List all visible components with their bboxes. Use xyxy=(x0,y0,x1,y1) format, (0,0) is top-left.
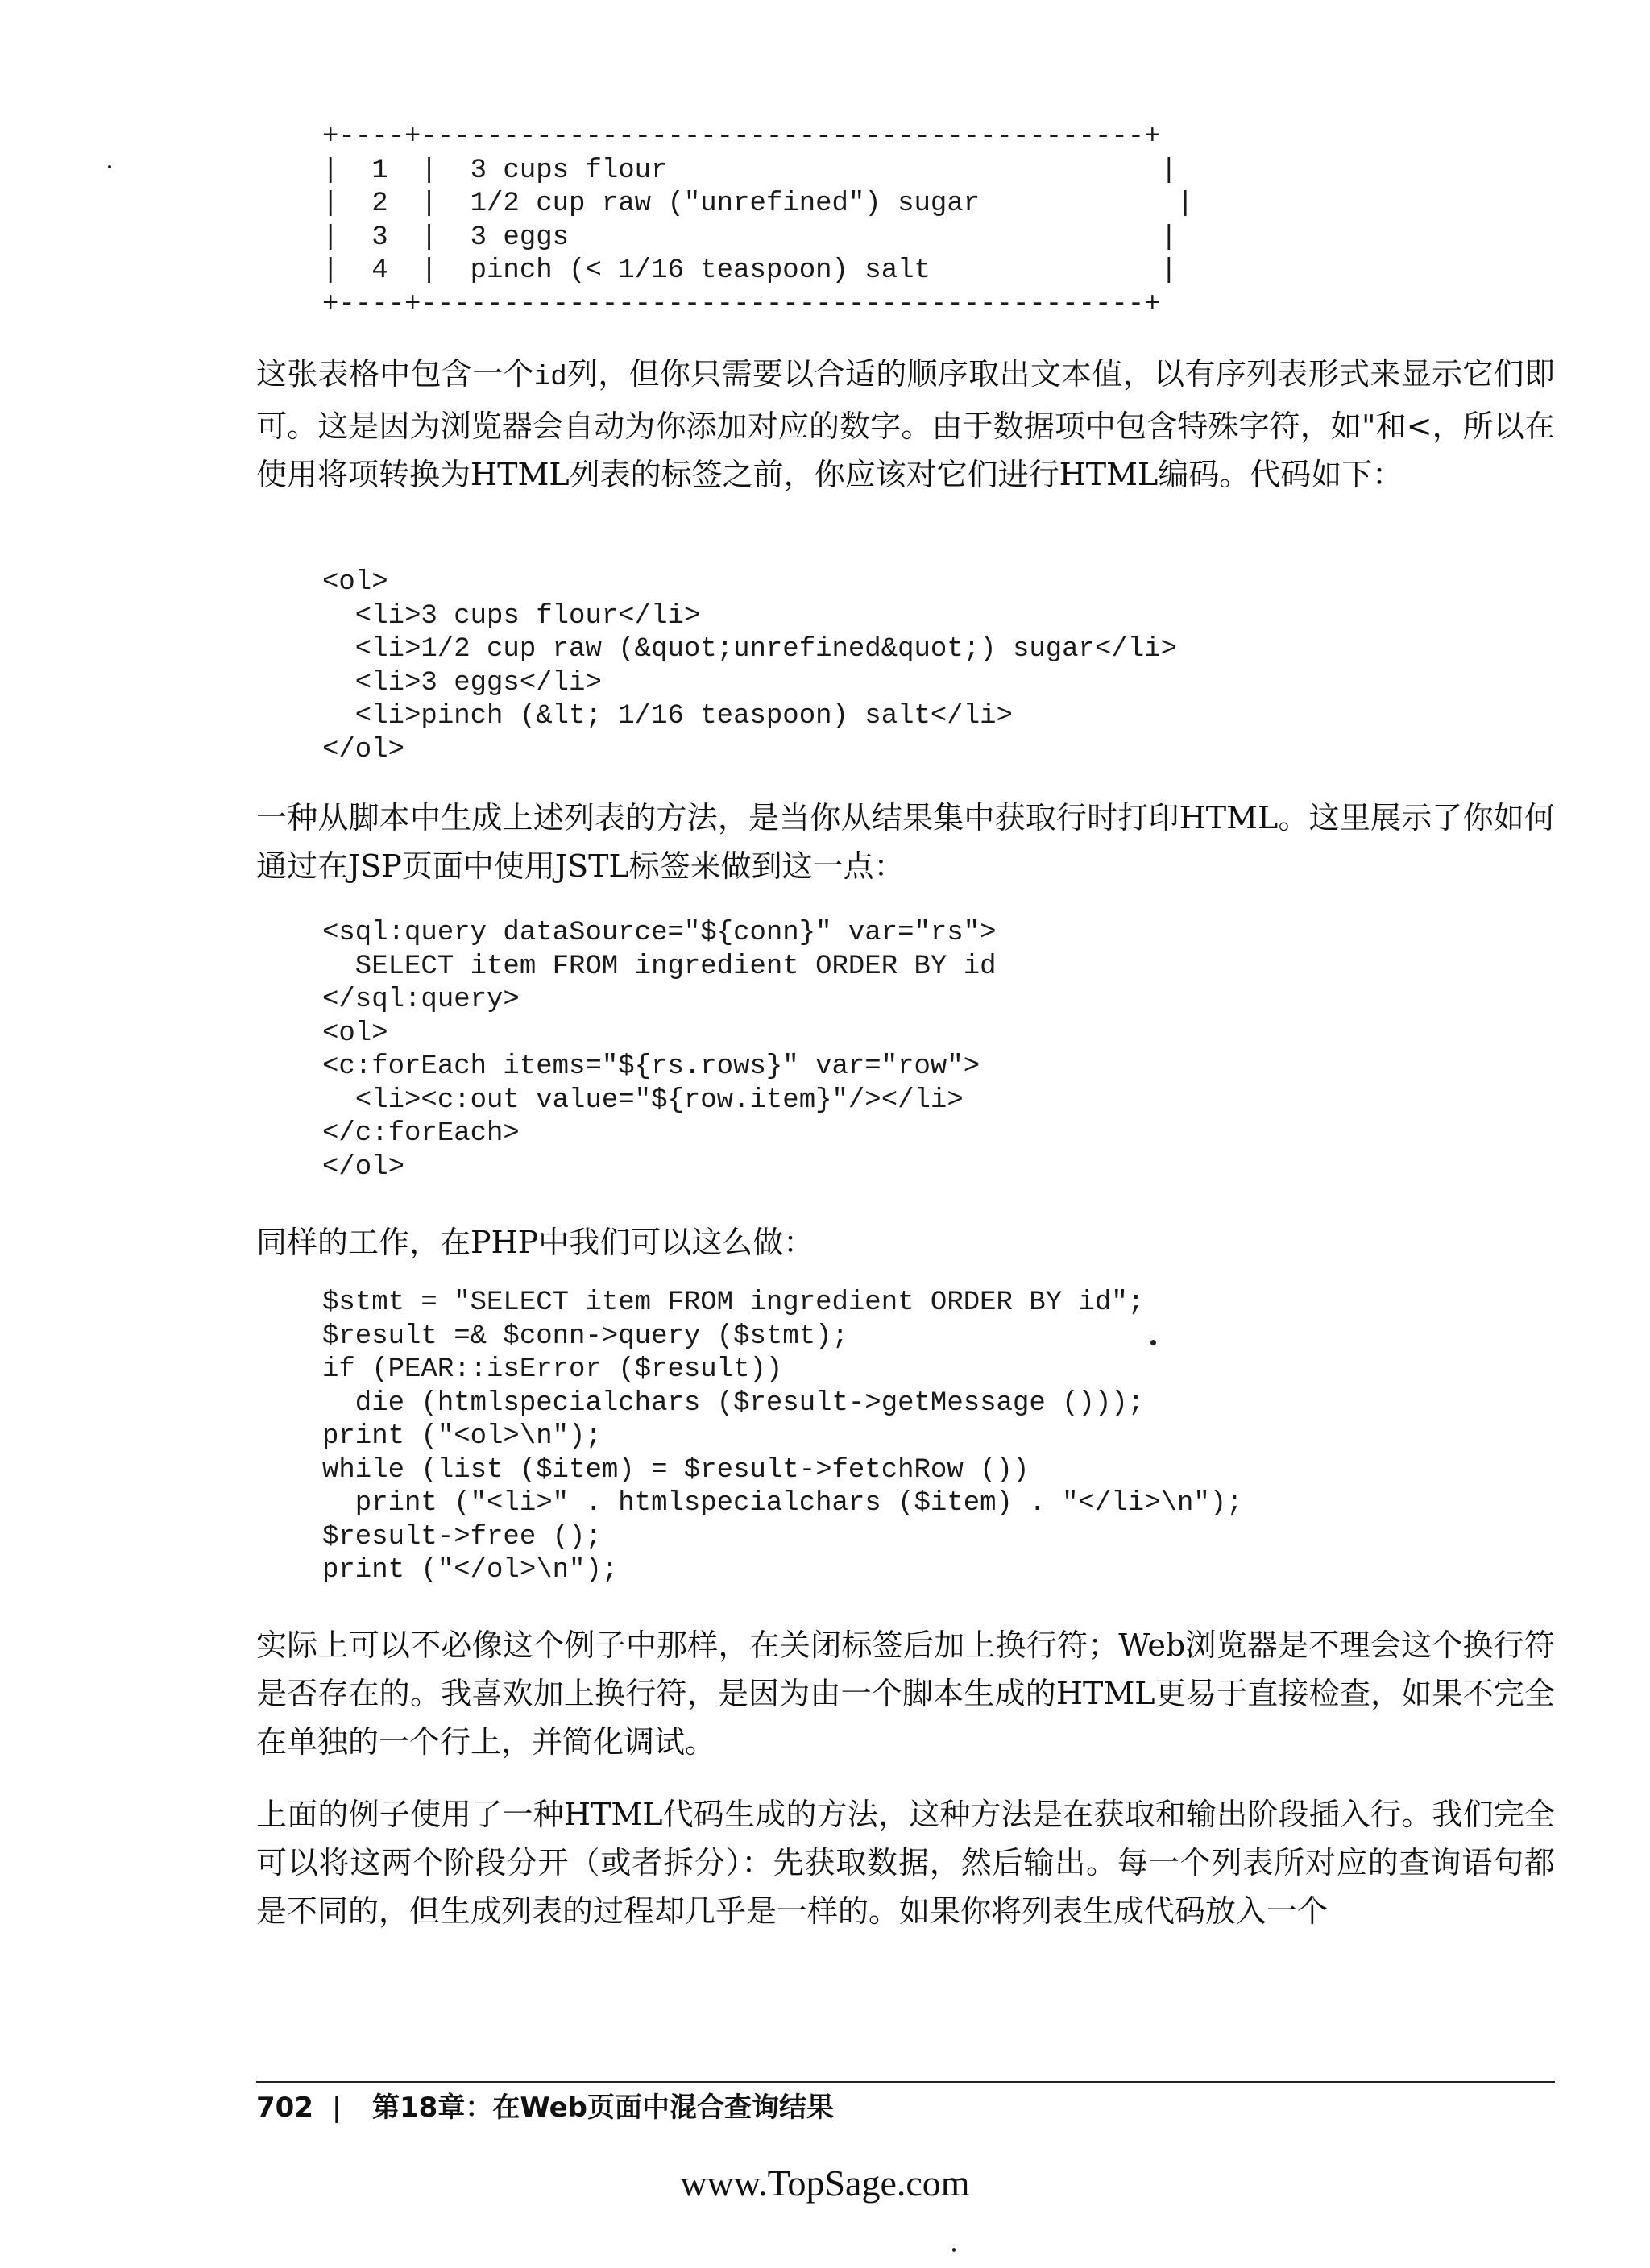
paragraph-text: 这张表格中包含一个 xyxy=(256,356,534,392)
paragraph-code-generation: 上面的例子使用了一种HTML代码生成的方法，这种方法是在获取和输出阶段插入行。我们完全可以将这两个阶段分开（或者拆分）：先获取数据，然后输出。每一个列表所对应的查询语句都是不同的，但生成列表的过程却几乎是一样的。如果你将列表生成代码放入一个 xyxy=(256,1797,1555,1929)
inline-code-id: id xyxy=(533,363,567,393)
code-block-php: $stmt = "SELECT item FROM ingredient ORDER BY id"; $result =& $conn->query ($stmt); if (PEAR::isError ($result)) die (htmlspecialchars ($result->getMessage ())); print ("<ol>\n"); while (list ($item) = $result->fetchRow ()) print ("<li>" . htmlspecialchars ($item) . "</li>\n"); $result->free (); print ("</ol>\n"); xyxy=(322,1287,1243,1586)
ingredient-table-block: +----+--------------------------------------------+ | 1 | 3 cups flour | | 2 | 1/2 cup raw ("unrefined") sugar | | 3 | 3 eggs | | 4 | pinch (< 1/16 teaspoon) salt | +----+--------------------------------------------+ xyxy=(322,122,1194,320)
paragraph-table-explanation xyxy=(256,350,1555,499)
footer-divider xyxy=(256,2081,1555,2083)
footer-separator: | xyxy=(332,2092,342,2124)
code-block-ordered-list: <ol> <li>3 cups flour</li> <li>1/2 cup raw (&quot;unrefined&quot;) sugar</li> <li>3 eggs</li> <li>pinch (&lt; 1/16 teaspoon) salt</li> </ol> xyxy=(322,567,1177,765)
scan-speck xyxy=(1150,1340,1156,1345)
paragraph-php-intro: 同样的工作，在PHP中我们可以这么做： xyxy=(256,1225,815,1260)
paragraph-text: 列，但你只需要以合适的顺序取出文本值，以有序列表形式来显示它们即可。这是因为浏览器会自动为你添加对应的数字。由于数据项中包含特殊字符，如"和<，所以在使用将项转换为HTML列表的标签之前，你应该对它们进行HTML编码。代码如下： xyxy=(256,356,1555,492)
scan-speck xyxy=(952,2248,956,2252)
page-number: 702 xyxy=(256,2092,313,2124)
paragraph-jsp-intro: 一种从脚本中生成上述列表的方法，是当你从结果集中获取行时打印HTML。这里展示了你如何通过在JSP页面中使用JSTL标签来做到这一点： xyxy=(256,800,1555,884)
chapter-title: 第18章：在Web页面中混合查询结果 xyxy=(372,2092,835,2124)
code-block-jsp: <sql:query dataSource="${conn}" var="rs"> SELECT item FROM ingredient ORDER BY id </sql:query> <ol> <c:forEach items="${rs.rows}" var="row"> <li><c:out value="${row.item}"/></li> </c:forEach> </ol> xyxy=(322,918,997,1183)
paragraph-newline-note: 实际上可以不必像这个例子中那样，在关闭标签后加上换行符；Web浏览器是不理会这个换行符是否存在的。我喜欢加上换行符，是因为由一个脚本生成的HTML更易于直接检查，如果不完全在单独的一个行上，并简化调试。 xyxy=(256,1627,1555,1760)
scan-speck xyxy=(108,165,111,168)
watermark-url: www.TopSage.com xyxy=(680,2162,970,2204)
